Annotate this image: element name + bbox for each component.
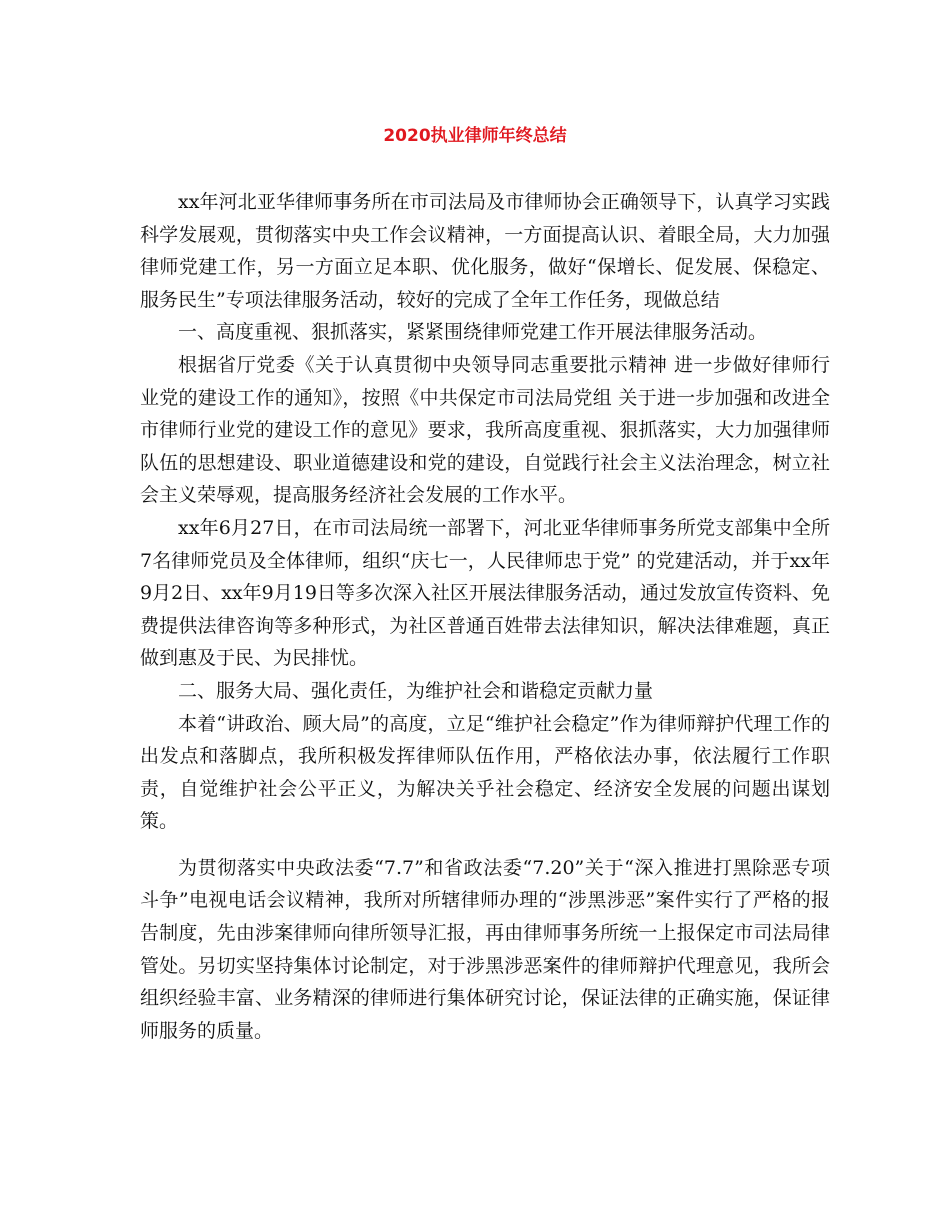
section-heading-2: 二、服务大局、强化责任，为维护社会和谐稳定贡献力量 [178,679,654,702]
document-body [140,186,830,1047]
paragraph-intro: xx年河北亚华律师事务所在市司法局及市律师协会正确领导下，认真学习实践科学发展观，贯彻落实中央工作会议精神，一方面提高认识、着眼全局，大力加强律师党建工作，另一方面立足本职、优化服务，做好“保增长、促发展、保稳定、服务民生”专项法律服务活动，较好的完成了全年工作任务，现做总结 [140,191,830,311]
paragraph-june-activity: xx年6月27日，在市司法局统一部署下，河北亚华律师事务所党支部集中全所7名律师党员及全体律师，组织“庆七一，人民律师忠于党” 的党建活动，并于xx年9月2日、xx年9月19日等多次深入社区开展法律服务活动，通过发放宣传资料、免费提供法律咨询等多种形式，为社区普通百姓带去法律知识，解决法律难题，真正做到惠及于民、为民排忧。 [140,516,830,670]
paragraph-social-stability: 本着“讲政治、顾大局”的高度，立足“维护社会稳定”作为律师辩护代理工作的出发点和落脚点，我所积极发挥律师队伍作用，严格依法办事，依法履行工作职责，自觉维护社会公平正义，为解决关乎社会稳定、经济安全发展的问题出谋划策。 [140,712,830,833]
paragraph-anti-crime: 为贯彻落实中央政法委“7.7”和省政法委“7.20”关于“深入推进打黑除恶专项斗争”电视电话会议精神，我所对所辖律师办理的“涉黑涉恶”案件实行了严格的报告制度，先由涉案律师向律所领导汇报，再由律师事务所统一上报保定市司法局律管处。另切实坚持集体讨论制定，对于涉黑涉恶案件的律师辩护代理意见，我所会组织经验丰富、业务精深的律师进行集体研究讨论，保证法律的正确实施，保证律师服务的质量。 [140,856,830,1042]
section-heading-1: 一、高度重视、狠抓落实，紧紧围绕律师党建工作开展法律服务活动。 [178,321,768,344]
paragraph-party-building: 根据省厅党委《关于认真贯彻中央领导同志重要批示精神 进一步做好律师行业党的建设工作的通知》，按照《中共保定市司法局党组 关于进一步加强和改进全市律师行业党的建设工作的意见》要求，我所高度重视、狠抓落实，大力加强律师队伍的思想建设、职业道德建设和党的建设，自觉践行社会主义法治理念，树立社会主义荣辱观，提高服务经济社会发展的工作水平。 [140,353,830,507]
document-title: 2020执业律师年终总结 [383,126,567,146]
